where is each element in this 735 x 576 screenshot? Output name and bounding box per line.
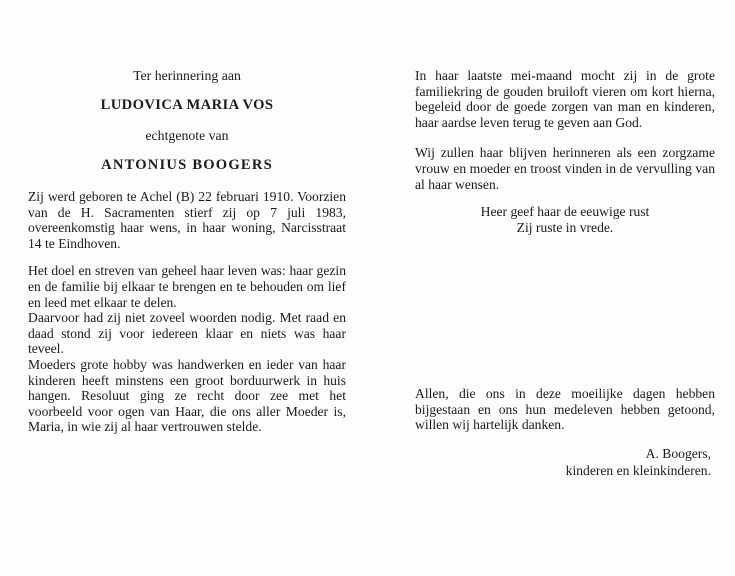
thanks-paragraph: Allen, die ons in deze moeilijke dagen hebben bijgestaan en ons hun medeleven hebben getoond, willen wij hartelijk danken.: [415, 386, 715, 433]
right-column: [415, 68, 715, 479]
signature-name: A. Boogers,: [645, 445, 711, 461]
card-header: [28, 68, 346, 173]
paragraph-gap: [415, 433, 715, 445]
vertical-spacer: [415, 236, 715, 386]
paragraph-gap: [415, 130, 715, 145]
remembrance-paragraph: Wij zullen haar blijven herinneren als een zorgzame vrouw en moeder en troost vinden in de vervulling van al haar wensen.: [415, 145, 715, 192]
prayer-line-2: Zij ruste in vrede.: [516, 220, 614, 236]
paragraph-gap: [28, 251, 346, 263]
final-days-paragraph: In haar laatste mei-maand mocht zij in de grote familiekring de gouden bruiloft vieren om kort hierna, begeleid door de goede zorgen van man en kinderen, haar aardse leven terug te geven aan God.: [415, 68, 715, 130]
spouse-name: ANTONIUS BOOGERS: [101, 157, 273, 173]
relation-line: echtgenote van: [145, 128, 229, 143]
deceased-name: LUDOVICA MARIA VOS: [100, 97, 274, 113]
hobby-paragraph: Moeders grote hobby was handwerken en ieder van haar kinderen heeft minstens een groot borduurwerk in huis hangen. Resoluut ging ze recht door zee met het voorbeeld voor ogen van Haar, die ons aller Moeder is, Maria, in wie zij al haar vertrouwen stelde.: [28, 356, 346, 435]
life-goal-paragraph: Het doel en streven van geheel haar leven was: haar gezin en de familie bij elkaar te brengen en te behouden om lief en leed met elkaar te delen.: [28, 263, 346, 310]
prayer-line-1: Heer geef haar de eeuwige rust: [480, 204, 650, 220]
paragraph-gap: [415, 192, 715, 204]
character-paragraph: Daarvoor had zij niet zoveel woorden nodig. Met raad en daad stond zij voor iedereen klaar en niets was haar teveel.: [28, 310, 346, 357]
left-column: [28, 68, 346, 479]
signature-family: kinderen en kleinkinderen.: [565, 462, 711, 478]
in-memoriam-line: Ter herinnering aan: [133, 68, 241, 83]
birth-death-paragraph: Zij werd geboren te Achel (B) 22 februari 1910. Voorzien van de H. Sacramenten stierf zij op 7 juli 1983, overeenkomstig haar wens, in haar woning, Narcisstraat 14 te Eindhoven.: [28, 189, 346, 251]
